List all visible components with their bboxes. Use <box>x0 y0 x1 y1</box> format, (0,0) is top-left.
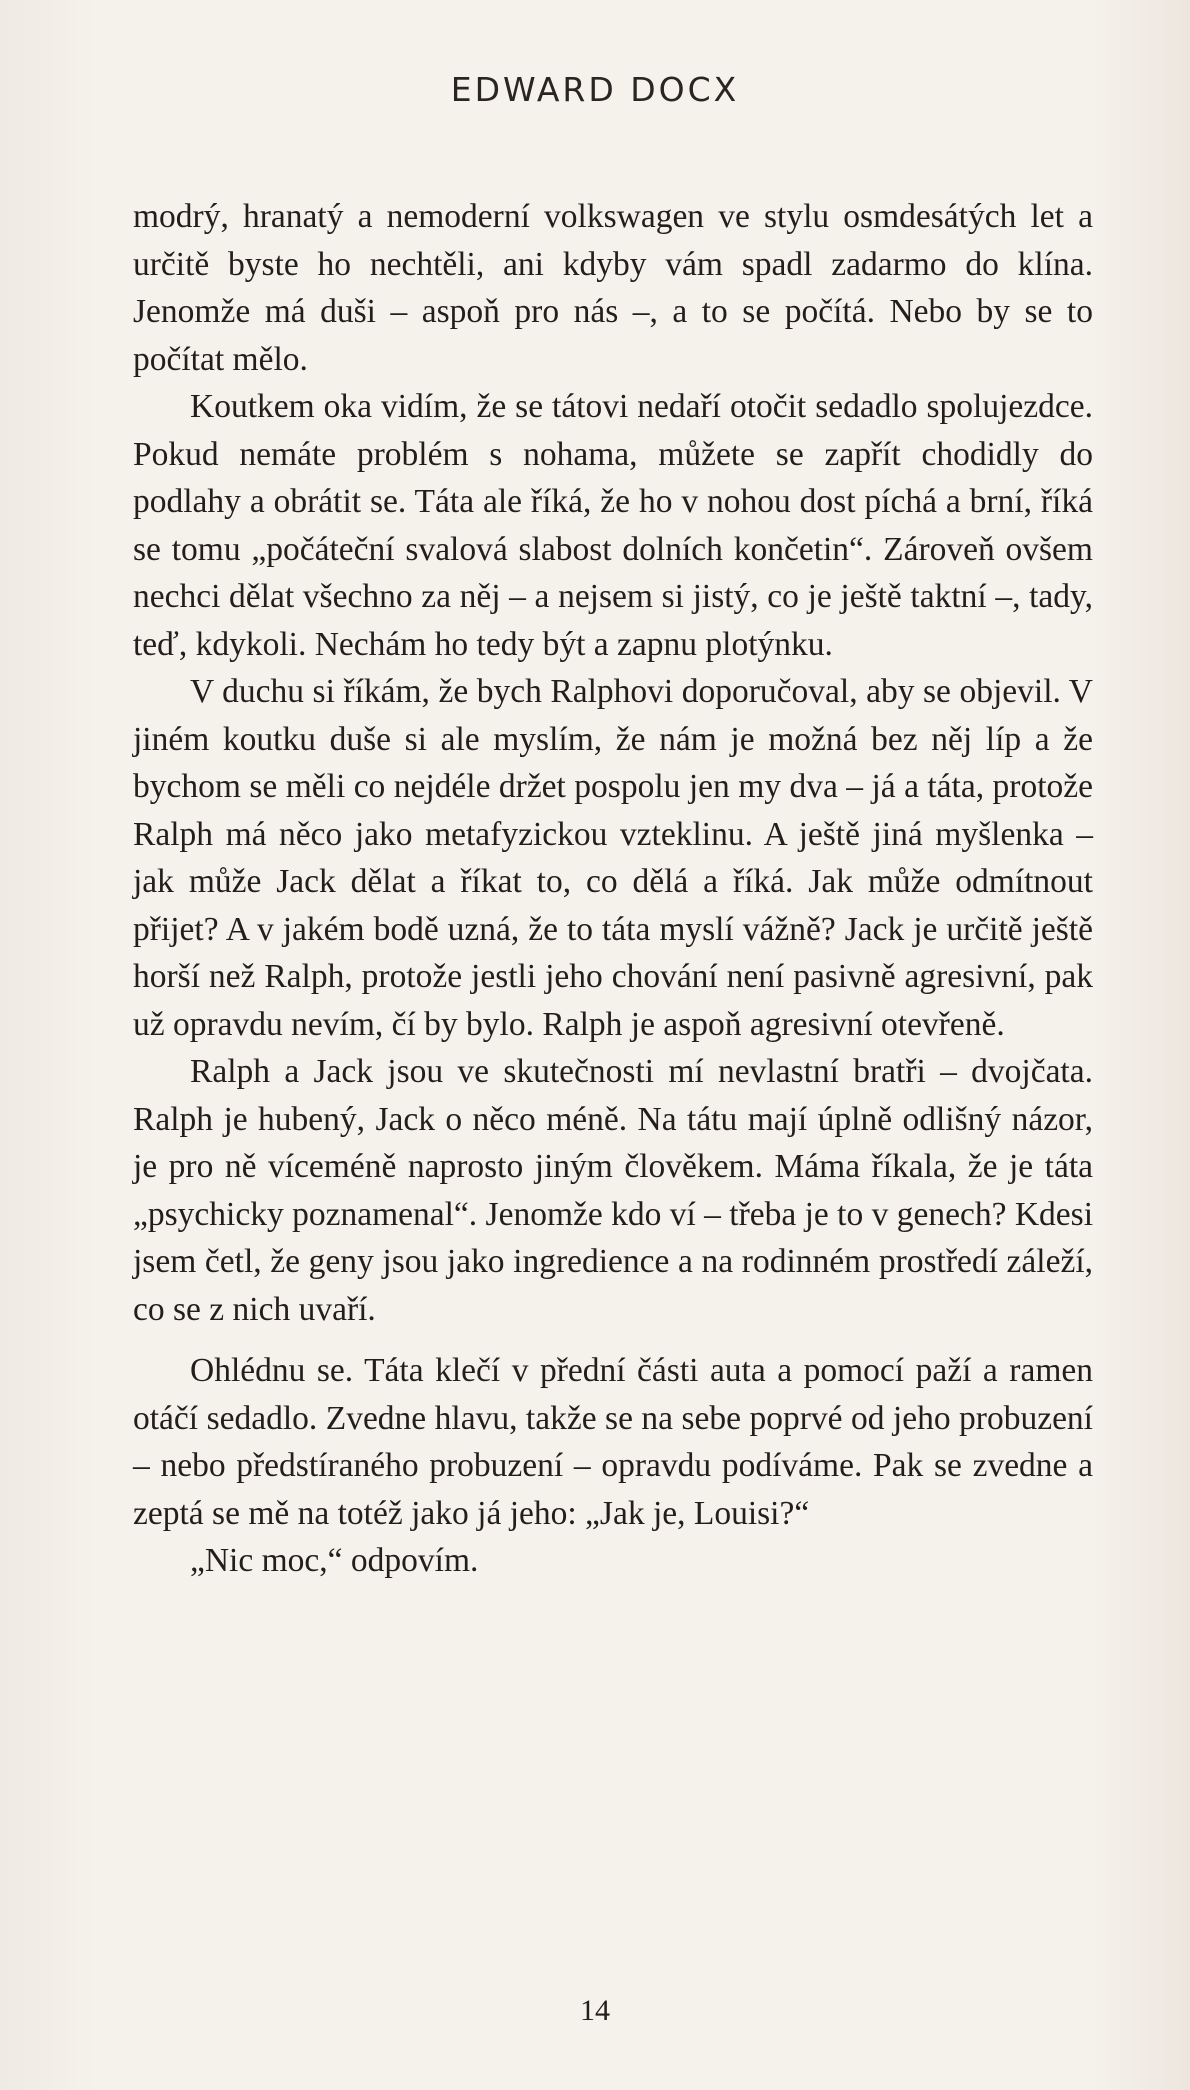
paragraph-5: Ohlédnu se. Táta klečí v přední části auta a pomocí paží a ramen otáčí sedadlo. Zvedne hlavu, takže se na sebe poprvé od jeho probuzení – nebo předstíraného probuzení – opravdu podíváme. Pak se zvedne a zeptá se mě na totéž jako já jeho: „Jak je, Louisi?“ <box>133 1352 1093 1532</box>
paragraph-1: modrý, hranatý a nemoderní volkswagen ve stylu osmdesátých let a určitě byste ho nechtěli, ani kdyby vám spadl zadarmo do klína. Jenomže má duši – aspoň pro nás –, a to se počítá. Nebo by se to počítat mělo. <box>133 198 1093 378</box>
paragraph-6: „Nic moc,“ odpovím. <box>190 1542 479 1579</box>
body-text <box>133 193 1093 1585</box>
running-header-author: EDWARD DOCX <box>450 70 740 109</box>
page-number: 14 <box>580 1994 610 2027</box>
paragraph-4: Ralph a Jack jsou ve skutečnosti mí nevlastní bratři – dvojčata. Ralph je hubený, Jack o něco méně. Na tátu mají úplně odlišný názor, je pro ně víceméně naprosto jiným člověkem. Máma říkala, že je táta „psychicky poznamenal“. Jenomže kdo ví – třeba je to v genech? Kdesi jsem četl, že geny jsou jako ingredience a na rodinném prostředí záleží, co se z nich uvaří. <box>133 1053 1093 1328</box>
paragraph-2: Koutkem oka vidím, že se tátovi nedaří otočit sedadlo spolujezdce. Pokud nemáte problém s nohama, můžete se zapřít chodidly do podlahy a obrátit se. Táta ale říká, že ho v nohou dost píchá a brní, říká se tomu „počáteční svalová slabost dolních končetin“. Zároveň ovšem nechci dělat všechno za něj – a nejsem si jistý, co je ještě taktní –, tady, teď, kdykoli. Nechám ho tedy být a zapnu plotýnku. <box>133 388 1093 663</box>
paragraph-3: V duchu si říkám, že bych Ralphovi doporučoval, aby se objevil. V jiném koutku duše si ale myslím, že nám je možná bez něj líp a že bychom se měli co nejdéle držet pospolu jen my dva – já a táta, protože Ralph má něco jako metafyzickou vzteklinu. A ještě jiná myšlenka – jak může Jack dělat a říkat to, co dělá a říká. Jak může odmítnout přijet? A v jakém bodě uzná, že to táta myslí vážně? Jack je určitě ještě horší než Ralph, protože jestli jeho chování není pasivně agresivní, pak už opravdu nevím, čí by bylo. Ralph je aspoň agresivní otevřeně. <box>133 673 1093 1043</box>
